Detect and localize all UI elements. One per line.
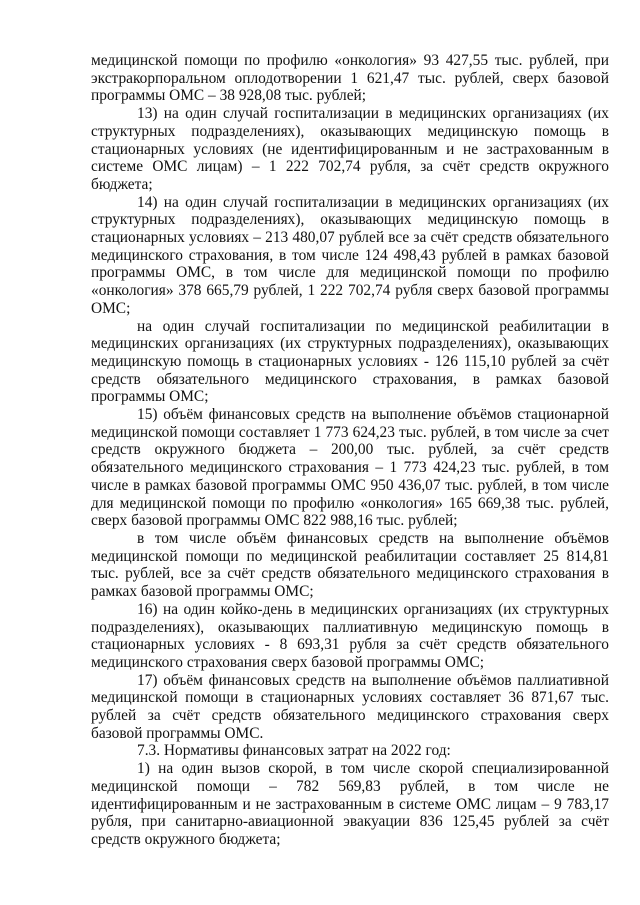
paragraph-item-14: 14) на один случай госпитализации в медицинских организациях (их структурных подразделениях), оказывающих медицинскую помощь в стационарных условиях – 213 480,07 рублей все за счёт средств обязательного медицинского страхования, в том числе 124 498,43 рублей в рамках базовой программы ОМС, в том числе для медицинской помощи по профилю «онкология» 378 665,79 рублей, 1 222 702,74 рубля сверх базовой программы ОМС; xyxy=(91,193,609,317)
section-heading-7-3: 7.3. Нормативы финансовых затрат на 2022 год: xyxy=(137,742,451,760)
paragraph-oncology-continuation: медицинской помощи по профилю «онкология» 93 427,55 тыс. рублей, при экстракорпоральном оплодотворении 1 621,47 тыс. рублей, сверх базовой программы ОМС – 38 928,08 тыс. рублей; xyxy=(91,52,609,105)
paragraph-rehabilitation: на один случай госпитализации по медицинской реабилитации в медицинских организациях (их структурных подразделениях), оказывающих медицинскую помощь в стационарных условиях - 126 115,10 рублей за счёт средств обязательного медицинского страхования, в рамках базовой программы ОМС; xyxy=(91,317,609,406)
paragraph-item-17: 17) объём финансовых средств на выполнение объёмов паллиативной медицинской помощи в стационарных условиях составляет 36 871,67 тыс. рублей за счёт средств обязательного медицинского страхования сверх базовой программы ОМС. xyxy=(91,671,609,742)
document-page xyxy=(91,52,609,849)
paragraph-item-13: 13) на один случай госпитализации в медицинских организациях (их структурных подразделениях), оказывающих медицинскую помощь в стационарных условиях (не идентифицированным и не застрахованным в системе ОМС лицам) – 1 222 702,74 рубля, за счёт средств окружного бюджета; xyxy=(91,105,609,193)
paragraph-item-15: 15) объём финансовых средств на выполнение объёмов стационарной медицинской помощи составляет 1 773 624,23 тыс. рублей, в том числе за счет средств окружного бюджета – 200,00 тыс. рублей, за счёт средств обязательного медицинского страхования – 1 773 424,23 тыс. рублей, в том числе в рамках базовой программы ОМС 950 436,07 тыс. рублей, в том числе для медицинской помощи по профилю «онкология» 165 669,38 тыс. рублей, сверх базовой программы ОМС 822 988,16 тыс. рублей; xyxy=(91,406,609,530)
paragraph-2022-item-1: 1) на один вызов скорой, в том числе скорой специализированной медицинской помощи – 782 569,83 рублей, в том числе не идентифицированным и не застрахованным в системе ОМС лицам – 9 783,17 рубля, при санитарно-авиационной эвакуации 836 125,45 рублей за счёт средств окружного бюджета; xyxy=(91,760,609,848)
paragraph-rehabilitation-volume: в том числе объём финансовых средств на выполнение объёмов медицинской помощи по медицинской реабилитации составляет 25 814,81 тыс. рублей, все за счёт средств обязательного медицинского страхования в рамках базовой программы ОМС; xyxy=(91,529,609,601)
paragraph-item-16: 16) на один койко-день в медицинских организациях (их структурных подразделениях), оказывающих паллиативную медицинскую помощь в стационарных условиях - 8 693,31 рубля за счёт средств обязательного медицинского страхования сверх базовой программы ОМС; xyxy=(91,600,609,671)
